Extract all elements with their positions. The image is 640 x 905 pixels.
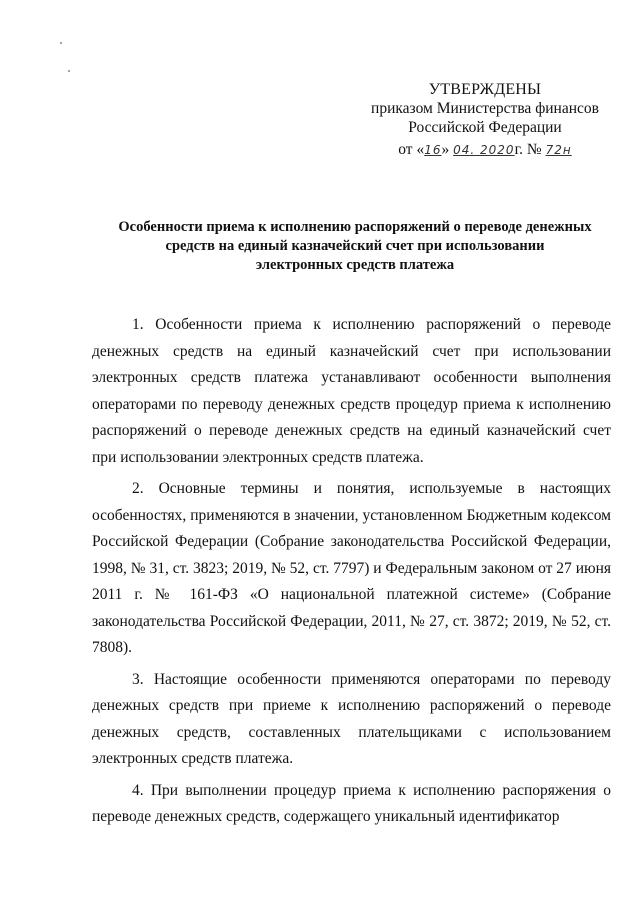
scan-speck (68, 70, 70, 72)
title-line-3: электронных средств платежа (255, 257, 455, 273)
date-day: 16 (424, 143, 442, 157)
date-mid: » (441, 141, 454, 158)
approval-line-ministry: приказом Министерства финансов (371, 100, 599, 117)
paragraph-4: 4. При выполнении процедур приема к исполнению распоряжения о переводе денежных средств, содержащего уникальный идентификатор (92, 781, 611, 825)
order-number: 72н (545, 143, 572, 157)
paragraph-3: 3. Настоящие особенности применяются операторами по переводу денежных средств при приеме к исполнению распоряжений о переводе денежных средств, составленных плательщиками с использованием электронных средств платежа. (92, 670, 611, 767)
approval-heading: УТВЕРЖДЕНЫ (428, 81, 542, 98)
approval-line-federation: Российской Федерации (408, 119, 562, 136)
paragraph-2: 2. Основные термины и понятия, используемые в настоящих особенностях, применяются в значении, установленном Бюджетным кодексом Российской Федерации (Собрание законодательства Российской Федерации, 1998, № 31, ст. 3823; 2019, № 52, ст. 7797) и Федеральным законом от 27 июня 2011 г. № 161-ФЗ «О национальной платежной системе» (Собрание законодательства Российской Федерации, 2011, № 27, ст. 3872; 2019, № 52, ст. 7808). (92, 480, 611, 656)
document-title (90, 218, 620, 275)
document-body (92, 312, 611, 836)
date-year-suffix: г. № (514, 141, 542, 158)
date-prefix: от « (398, 141, 425, 158)
approval-stamp-block (360, 80, 610, 160)
scan-speck (60, 42, 62, 44)
paragraph-1: 1. Особенности приема к исполнению распоряжений о переводе денежных средств на единый казначейский счет при использовании электронных средств платежа устанавливают особенности выполнения операторами по переводу денежных средств процедур приема к исполнению распоряжений о переводе денежных средств на единый казначейский счет при использовании электронных средств платежа. (92, 316, 611, 466)
title-line-1: Особенности приема к исполнению распоряжений о переводе денежных (118, 219, 592, 235)
approval-date-line (360, 140, 610, 160)
title-line-2: средств на единый казначейский счет при использовании (165, 238, 545, 254)
date-month-year: 04. 2020 (453, 143, 515, 157)
